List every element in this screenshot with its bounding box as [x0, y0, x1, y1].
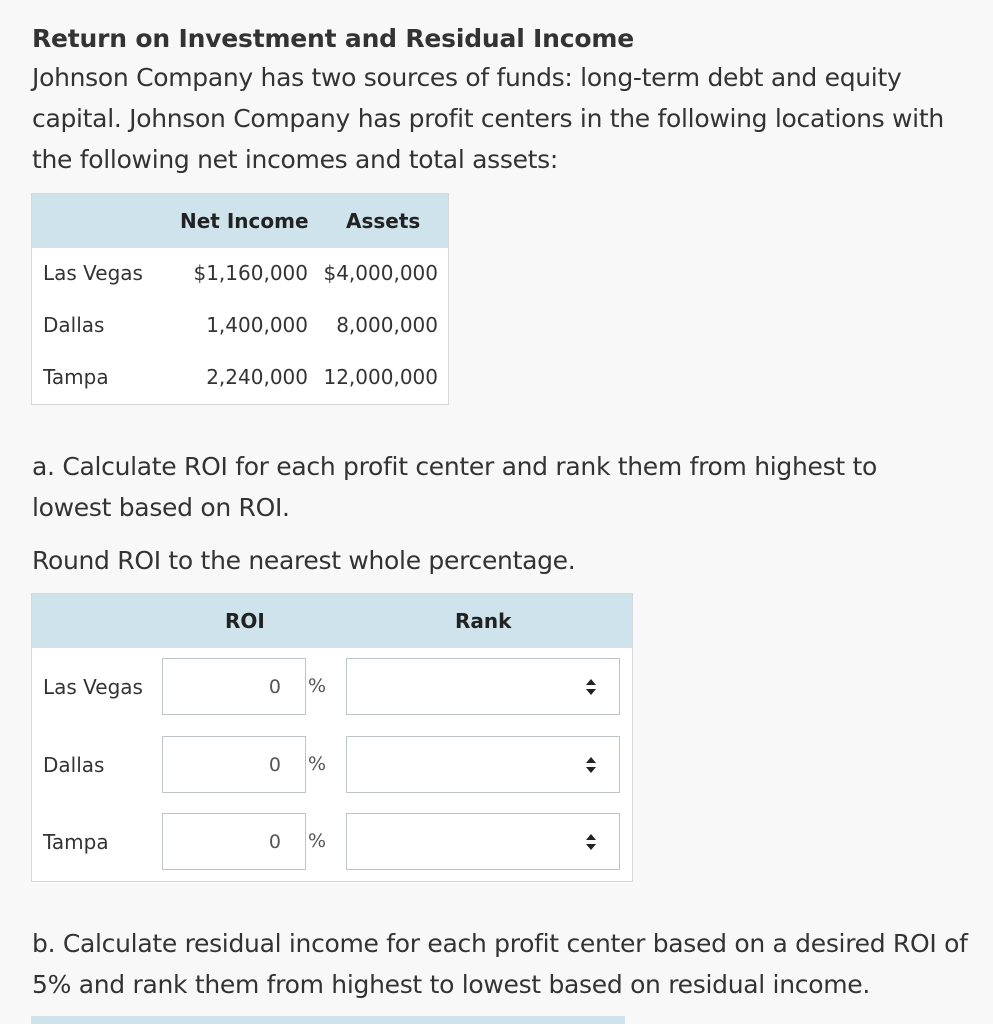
- header-rank: Rank: [455, 609, 512, 633]
- rank-select-dallas[interactable]: [346, 736, 620, 793]
- row-net-income: $1,160,000: [193, 261, 308, 285]
- row-location: Las Vegas: [43, 675, 143, 699]
- percent-unit: %: [308, 830, 327, 852]
- header-assets: Assets: [346, 209, 421, 233]
- up-down-arrow-icon: [585, 677, 597, 697]
- answer-row-dallas: [32, 736, 632, 796]
- rank-select-las-vegas[interactable]: [346, 658, 620, 715]
- table-row: [32, 352, 448, 404]
- up-down-arrow-icon: [585, 755, 597, 775]
- row-location: Las Vegas: [43, 261, 143, 285]
- problem-title: Return on Investment and Residual Income: [32, 24, 634, 53]
- part-b-table-header: [31, 1016, 625, 1024]
- profit-center-data-table: [31, 193, 449, 405]
- header-roi: ROI: [225, 609, 265, 633]
- roi-answer-table: [31, 593, 633, 882]
- part-a-question: a. Calculate ROI for each profit center and rank them from highest to lowest based on ROI.: [32, 452, 877, 522]
- data-table-header: [32, 194, 448, 248]
- row-net-income: 2,240,000: [206, 365, 308, 389]
- roi-input-las-vegas[interactable]: [162, 658, 306, 715]
- row-location: Dallas: [43, 313, 105, 337]
- answer-row-tampa: [32, 813, 632, 873]
- table-row: [32, 300, 448, 352]
- row-location: Tampa: [43, 365, 109, 389]
- header-net-income: Net Income: [180, 209, 309, 233]
- row-assets: $4,000,000: [323, 261, 438, 285]
- up-down-arrow-icon: [585, 832, 597, 852]
- percent-unit: %: [308, 753, 327, 775]
- rank-select-tampa[interactable]: [346, 813, 620, 870]
- roi-input-tampa[interactable]: [162, 813, 306, 870]
- rounding-note: Round ROI to the nearest whole percentage.: [32, 546, 576, 575]
- part-b-question: b. Calculate residual income for each profit center based on a desired ROI of 5% and rank them from highest to lowest based on residual income.: [32, 929, 968, 999]
- problem-intro: Johnson Company has two sources of funds: long-term debt and equity capital. Johnson Company has profit centers in the following locations with the following net incomes and total assets:: [32, 63, 944, 174]
- problem-header: [32, 20, 972, 180]
- table-row: [32, 248, 448, 300]
- roi-input-dallas[interactable]: [162, 736, 306, 793]
- row-assets: 12,000,000: [323, 365, 438, 389]
- row-assets: 8,000,000: [336, 313, 438, 337]
- answer-row-las-vegas: [32, 658, 632, 718]
- row-location: Tampa: [43, 830, 109, 854]
- percent-unit: %: [308, 675, 327, 697]
- row-location: Dallas: [43, 753, 105, 777]
- answer-table-header: [32, 594, 632, 648]
- row-net-income: 1,400,000: [206, 313, 308, 337]
